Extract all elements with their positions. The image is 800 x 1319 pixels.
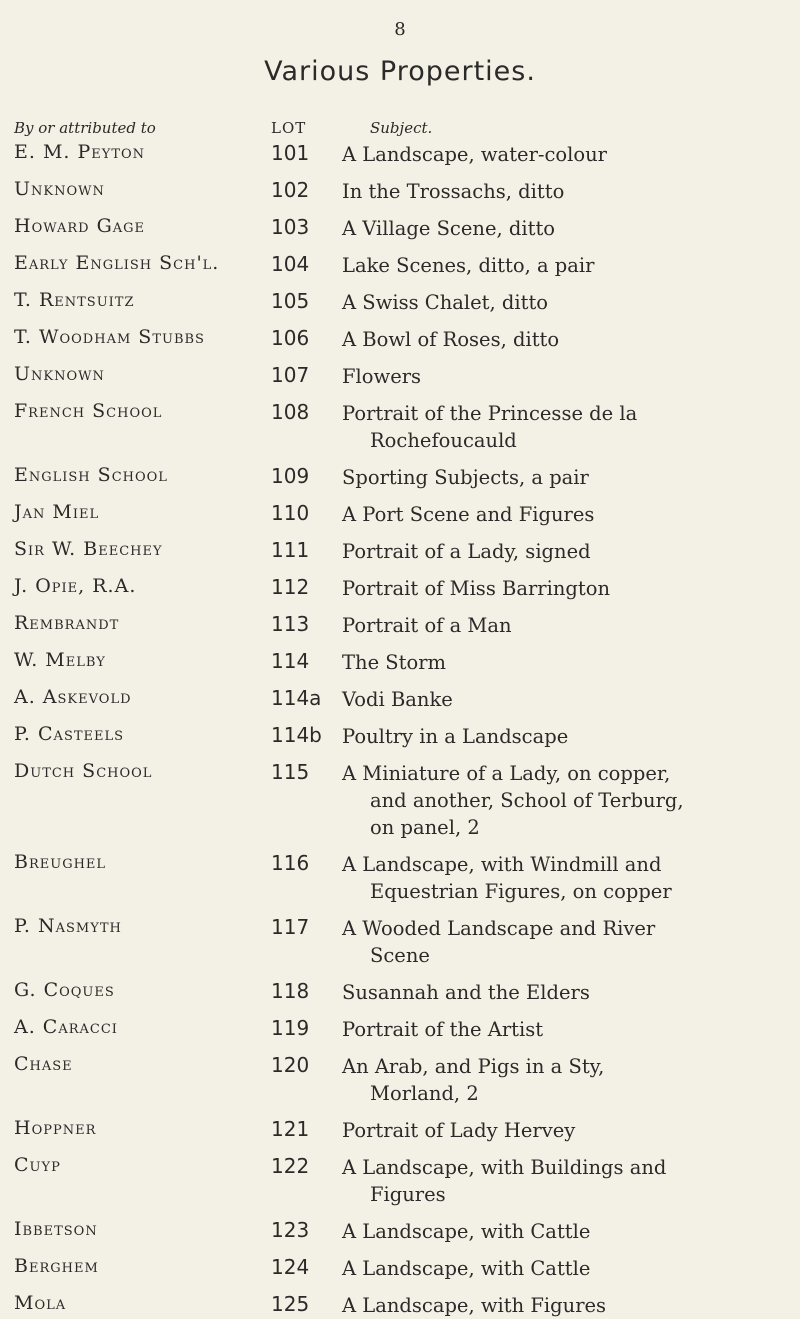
lot-subject-continuation: Figures — [370, 1183, 446, 1206]
page-number: 8 — [394, 19, 406, 40]
lot-number: 106 — [271, 326, 310, 350]
lot-number: 105 — [271, 289, 310, 313]
lot-subject — [342, 915, 782, 969]
lot-subject — [342, 612, 782, 639]
lot-subject-line: A Village Scene, ditto — [342, 217, 556, 240]
lot-number: 121 — [271, 1117, 310, 1141]
lot-number: 114 — [271, 649, 310, 673]
lot-subject — [342, 760, 782, 841]
lot-number: 110 — [271, 501, 310, 525]
lot-subject-line: Portrait of Lady Hervey — [342, 1119, 576, 1142]
lot-column-header: LOT — [271, 119, 307, 137]
lot-subject — [342, 1154, 782, 1208]
lot-subject-line: A Wooded Landscape and River — [342, 917, 656, 940]
lot-subject — [342, 141, 782, 168]
lot-subject-line: In the Trossachs, ditto — [342, 180, 565, 203]
lot-subject — [342, 215, 782, 242]
lot-number: 111 — [271, 538, 310, 562]
lot-subject-line: A Miniature of a Lady, on copper, — [342, 762, 671, 785]
lot-subject-line: A Landscape, with Buildings and — [342, 1156, 667, 1179]
lot-subject — [342, 464, 782, 491]
lot-subject-line: A Landscape, with Windmill and — [342, 853, 662, 876]
lot-number: 117 — [271, 915, 310, 939]
lot-artist: Berghem — [14, 1255, 99, 1277]
lot-subject — [342, 289, 782, 316]
lot-subject-line: Poultry in a Landscape — [342, 725, 569, 748]
lot-subject-continuation: and another, School of Terburg, — [370, 789, 684, 812]
lot-subject-line: Portrait of the Artist — [342, 1018, 544, 1041]
lot-number: 101 — [271, 141, 310, 165]
lot-artist: Howard Gage — [14, 215, 146, 237]
lot-number: 103 — [271, 215, 310, 239]
lot-subject — [342, 723, 782, 750]
lot-subject-line: Sporting Subjects, a pair — [342, 466, 589, 489]
lot-subject — [342, 1255, 782, 1282]
lot-number: 125 — [271, 1292, 310, 1316]
lot-subject-line: Lake Scenes, ditto, a pair — [342, 254, 595, 277]
lot-subject — [342, 400, 782, 454]
lot-artist: T. Rentsuitz — [14, 289, 135, 311]
lot-subject — [342, 326, 782, 353]
lot-subject — [342, 252, 782, 279]
lot-subject — [342, 575, 782, 602]
lot-number: 109 — [271, 464, 310, 488]
lot-number: 119 — [271, 1016, 310, 1040]
lot-artist: J. Opie, R.A. — [14, 575, 137, 597]
lot-subject — [342, 1218, 782, 1245]
lot-subject-line: A Port Scene and Figures — [342, 503, 595, 526]
lot-subject — [342, 538, 782, 565]
lot-number: 112 — [271, 575, 310, 599]
lot-subject-continuation: Morland, 2 — [370, 1082, 479, 1105]
lot-subject — [342, 1292, 782, 1319]
lot-number: 114b — [271, 723, 322, 747]
lot-artist: T. Woodham Stubbs — [14, 326, 205, 348]
lot-subject — [342, 363, 782, 390]
lot-subject-line: An Arab, and Pigs in a Sty, — [342, 1055, 605, 1078]
lot-subject-line: Vodi Banke — [342, 688, 453, 711]
lot-artist: Unknown — [14, 178, 105, 200]
lot-subject-line: The Storm — [342, 651, 447, 674]
lot-artist: Jan Miel — [14, 501, 100, 523]
lot-number: 122 — [271, 1154, 310, 1178]
lot-artist: P. Nasmyth — [14, 915, 122, 937]
lot-subject — [342, 686, 782, 713]
lot-number: 115 — [271, 760, 310, 784]
lot-artist: Chase — [14, 1053, 73, 1075]
lot-subject-line: Portrait of Miss Barrington — [342, 577, 611, 600]
lot-subject-line: A Landscape, with Figures — [342, 1294, 607, 1317]
lot-artist: Breughel — [14, 851, 107, 873]
lot-artist: G. Coques — [14, 979, 115, 1001]
lot-artist: English School — [14, 464, 168, 486]
lot-artist: P. Casteels — [14, 723, 125, 745]
lot-number: 107 — [271, 363, 310, 387]
lot-subject-line: Portrait of the Princesse de la — [342, 402, 638, 425]
lot-subject-line: Portrait of a Lady, signed — [342, 540, 591, 563]
lot-subject-line: A Landscape, with Cattle — [342, 1257, 591, 1280]
lot-subject-line: A Bowl of Roses, ditto — [342, 328, 560, 351]
lot-subject-continuation: Rochefoucauld — [370, 429, 517, 452]
lot-number: 104 — [271, 252, 310, 276]
page-title: Various Properties. — [264, 56, 536, 87]
lot-subject — [342, 851, 782, 905]
lot-artist: Hoppner — [14, 1117, 97, 1139]
lot-subject-line: Flowers — [342, 365, 422, 388]
lot-subject-line: A Landscape, with Cattle — [342, 1220, 591, 1243]
lot-subject — [342, 1053, 782, 1107]
lot-number: 102 — [271, 178, 310, 202]
lot-number: 113 — [271, 612, 310, 636]
lot-subject-line: A Landscape, water-colour — [342, 143, 607, 166]
lot-subject-line: A Swiss Chalet, ditto — [342, 291, 549, 314]
lot-artist: Cuyp — [14, 1154, 61, 1176]
lot-number: 114a — [271, 686, 322, 710]
lot-number: 116 — [271, 851, 310, 875]
lot-subject — [342, 501, 782, 528]
lot-number: 120 — [271, 1053, 310, 1077]
lot-artist: Unknown — [14, 363, 105, 385]
lot-subject — [342, 178, 782, 205]
lot-subject-line: Susannah and the Elders — [342, 981, 590, 1004]
lot-number: 108 — [271, 400, 310, 424]
lot-artist: Early English Sch'l. — [14, 252, 220, 274]
subject-column-header: Subject. — [370, 119, 433, 137]
lot-artist: E. M. Peyton — [14, 141, 146, 163]
artist-column-header: By or attributed to — [14, 119, 156, 137]
lot-subject — [342, 1016, 782, 1043]
lot-number: 124 — [271, 1255, 310, 1279]
lot-artist: Rembrandt — [14, 612, 120, 634]
lot-number: 123 — [271, 1218, 310, 1242]
lot-subject — [342, 979, 782, 1006]
lot-subject — [342, 1117, 782, 1144]
lot-subject-continuation: on panel, 2 — [370, 816, 480, 839]
lot-subject-continuation: Scene — [370, 944, 430, 967]
lot-artist: Sir W. Beechey — [14, 538, 163, 560]
lot-subject-line: Portrait of a Man — [342, 614, 512, 637]
lot-artist: W. Melby — [14, 649, 106, 671]
lot-artist: A. Askevold — [14, 686, 132, 708]
lot-artist: Dutch School — [14, 760, 153, 782]
lot-artist: Mola — [14, 1292, 67, 1314]
lot-subject — [342, 649, 782, 676]
lot-subject-continuation: Equestrian Figures, on copper — [370, 880, 672, 903]
lot-artist: A. Caracci — [14, 1016, 118, 1038]
lot-artist: French School — [14, 400, 163, 422]
lot-number: 118 — [271, 979, 310, 1003]
lot-artist: Ibbetson — [14, 1218, 98, 1240]
